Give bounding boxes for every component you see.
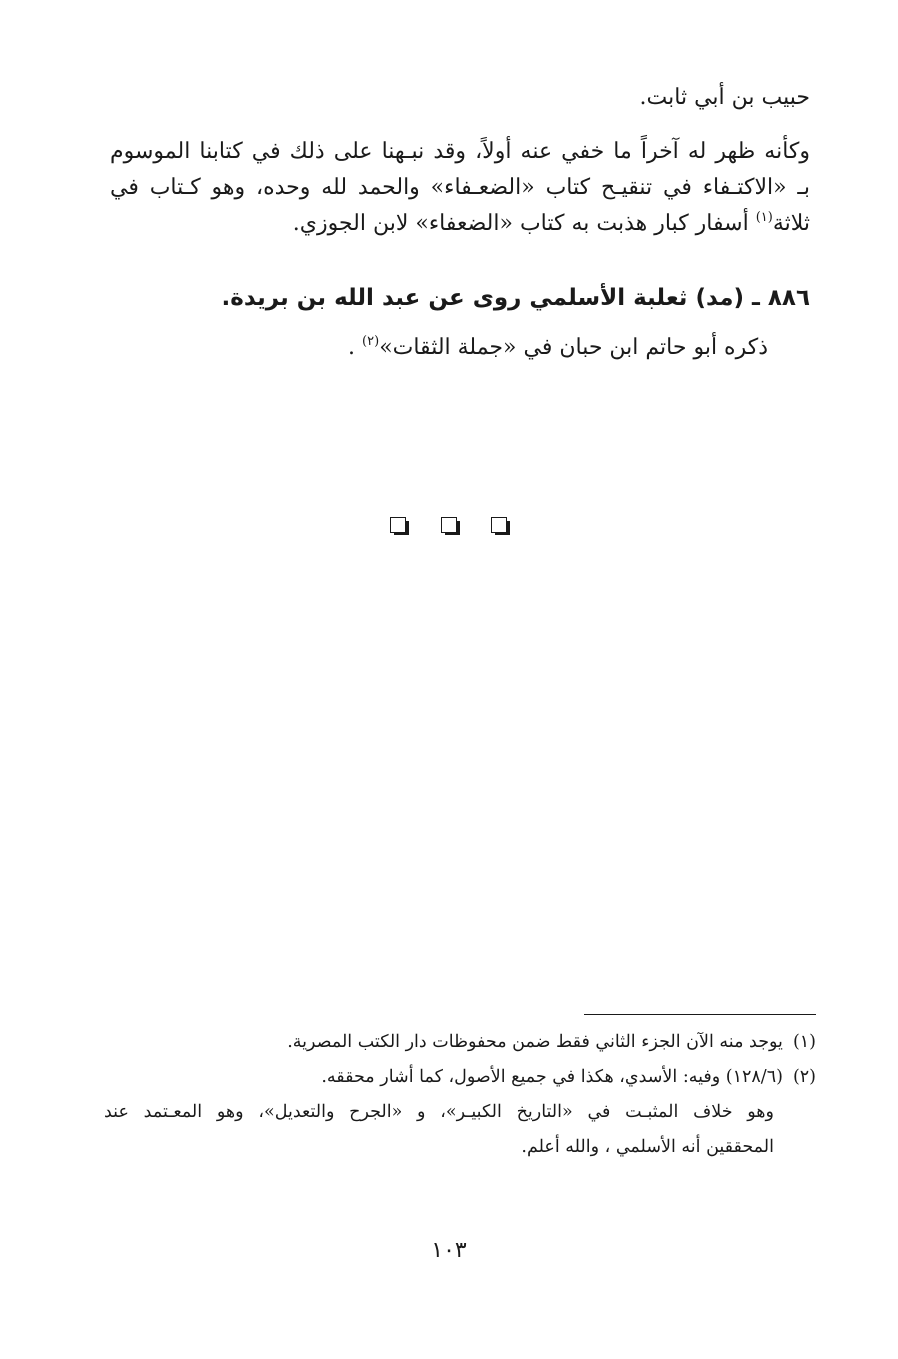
square-ornament-icon (491, 517, 508, 534)
footnote-2-text: (١٢٨/٦) وفيه: الأسدي، هكذا في جميع الأصول، كما أشار محققه. (321, 1067, 783, 1087)
footnote-ref-2: (٢) (362, 334, 380, 349)
paragraph-line-3-start: ثلاثة (772, 211, 810, 236)
paragraph-line-3 (110, 206, 810, 242)
entry-line-start: ذكره أبو حاتم ابن حبان في «جملة الثقات» (379, 335, 768, 360)
page-number: ١٠٣ (431, 1238, 467, 1263)
entry-line-end: . (348, 335, 363, 360)
main-text (110, 80, 810, 242)
footnote-2-continuation-2: المحققين أنه الأسلمي ، والله أعلم. (521, 1137, 774, 1157)
entry-heading: ٨٨٦ ـ (مد) ثعلبة الأسلمي روى عن عبد الله بن بريدة. (221, 285, 810, 311)
footnotes (104, 1025, 816, 1165)
paragraph-line-1: وكأنه ظهر له آخراً ما خفي عنه أولاً، وقد نبـهنا على ذلك في كتابنا الموسوم (110, 139, 810, 164)
footnote-1-number: (١) (792, 1032, 816, 1052)
footnote-1 (104, 1025, 816, 1060)
footnote-1-text: يوجد منه الآن الجزء الثاني فقط ضمن محفوظات دار الكتب المصرية. (287, 1032, 783, 1052)
footnote-2 (104, 1060, 816, 1095)
square-ornament-icon (441, 517, 458, 534)
footnote-ref-1: (١) (755, 210, 773, 225)
text-line-1: حبيب بن أبي ثابت. (639, 85, 810, 110)
footnote-2-continuation-1: وهو خلاف المثبـت في «التاريخ الكبيـر»، و «الجرح والتعديل»، وهو المعـتمد عند (104, 1102, 774, 1122)
footnote-separator (584, 1014, 816, 1015)
paragraph-line-2: بـ «الاكتـفاء في تنقيـح كتاب «الضعـفاء» والحمد لله وحده، وهو كـتاب في (110, 175, 810, 200)
footnote-2-number: (٢) (792, 1067, 816, 1087)
paragraph-line-3-end: أسفار كبار هذبت به كتاب «الضعفاء» لابن الجوزي. (292, 211, 756, 236)
section-divider-ornament (0, 515, 898, 534)
entry-text (108, 330, 768, 366)
entry-line (108, 330, 768, 366)
square-ornament-icon (390, 517, 407, 534)
